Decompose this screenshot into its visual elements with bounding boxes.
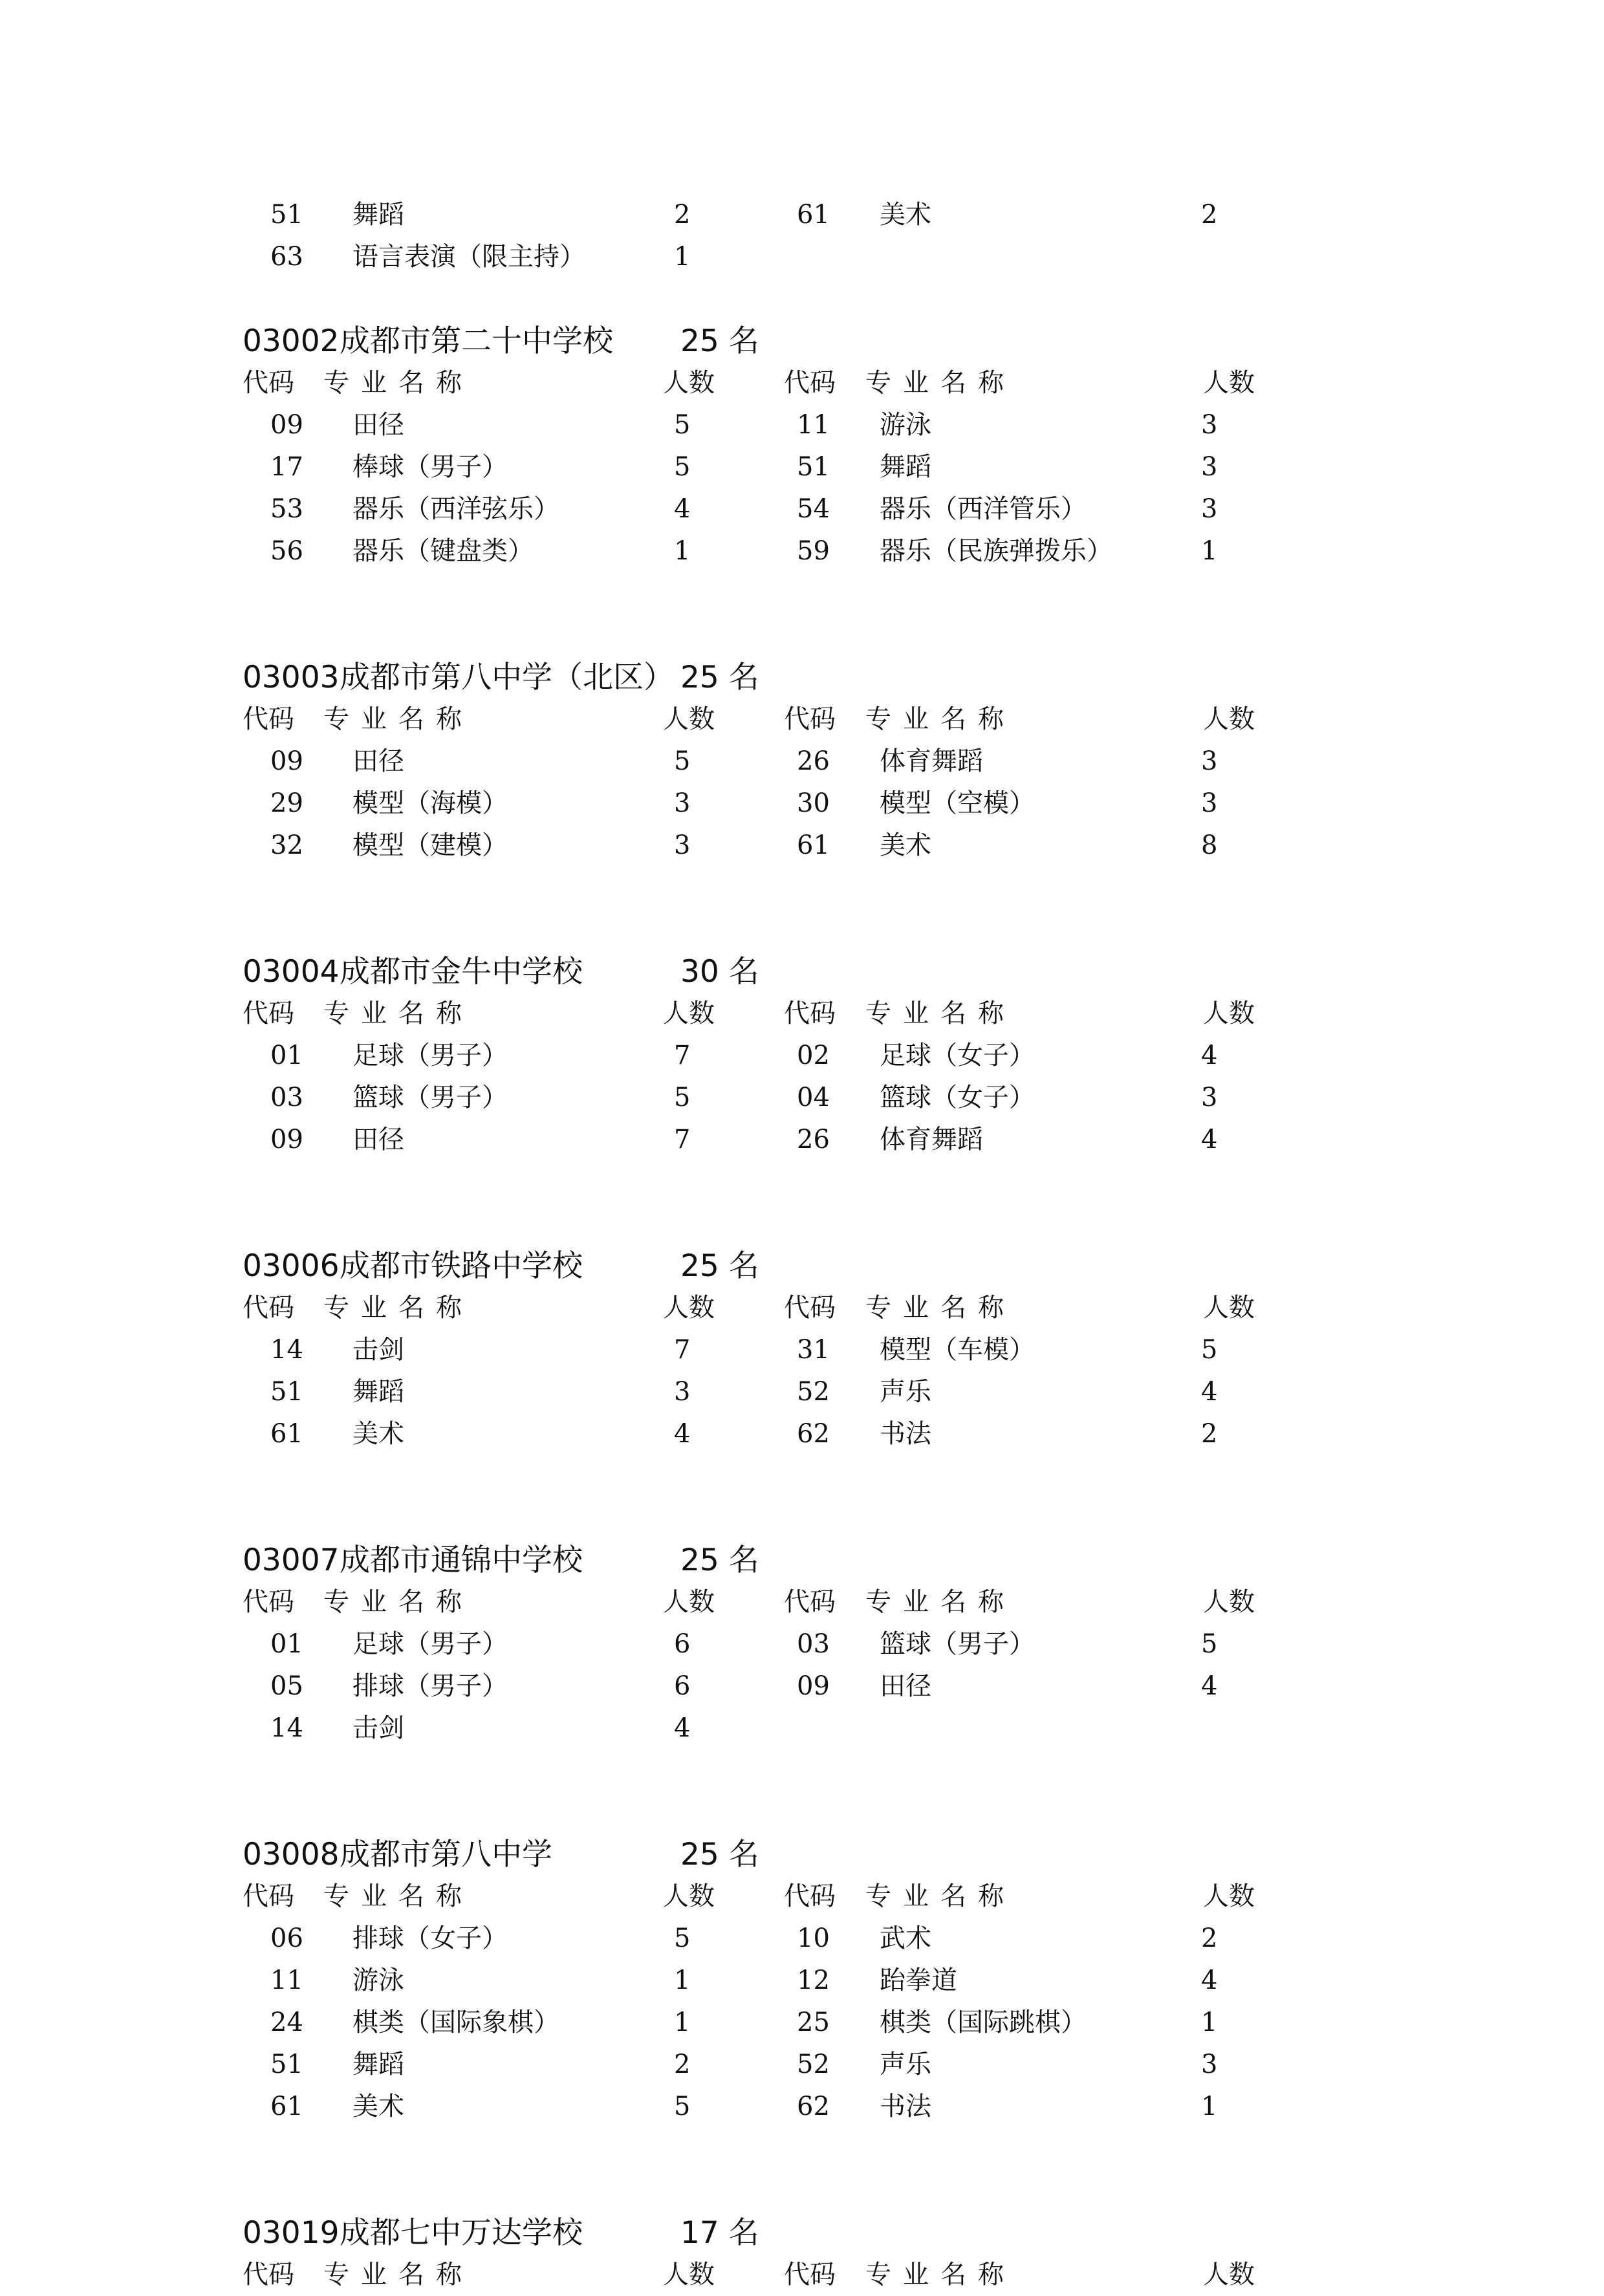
header-name: 专业名称 bbox=[865, 1881, 1015, 1911]
major-name: 舞蹈 bbox=[352, 200, 404, 230]
header-count: 人数 bbox=[663, 999, 715, 1028]
major-code: 03 bbox=[797, 1629, 830, 1659]
major-name: 击剑 bbox=[352, 1335, 404, 1365]
header-name: 专业名称 bbox=[865, 1293, 1015, 1323]
major-name: 美术 bbox=[880, 830, 931, 860]
major-count: 6 bbox=[674, 1629, 691, 1659]
header-name: 专业名称 bbox=[323, 2260, 473, 2290]
major-code: 54 bbox=[797, 494, 830, 524]
major-code: 14 bbox=[270, 1713, 303, 1743]
major-count: 4 bbox=[674, 494, 691, 524]
header-name: 专业名称 bbox=[865, 999, 1015, 1028]
major-code: 03 bbox=[270, 1083, 303, 1112]
major-name: 模型（空模） bbox=[880, 788, 1035, 818]
list-item bbox=[0, 2086, 1604, 2128]
header-code: 代码 bbox=[243, 704, 294, 734]
header-count: 人数 bbox=[663, 1587, 715, 1617]
major-name: 体育舞蹈 bbox=[880, 1125, 983, 1154]
major-count: 7 bbox=[674, 1125, 691, 1154]
major-code: 31 bbox=[797, 1335, 830, 1365]
header-count: 人数 bbox=[663, 2260, 715, 2290]
list-item bbox=[0, 1119, 1604, 1161]
header-name: 专业名称 bbox=[323, 704, 473, 734]
major-name: 游泳 bbox=[352, 1966, 404, 1995]
column-header-row bbox=[0, 362, 1604, 404]
list-item bbox=[0, 530, 1604, 572]
major-name: 器乐（民族弹拨乐） bbox=[880, 536, 1112, 566]
list-item bbox=[0, 236, 1604, 278]
major-count: 4 bbox=[674, 1713, 691, 1743]
major-count: 3 bbox=[1201, 494, 1218, 524]
school-quota: 17 名 bbox=[680, 2215, 759, 2251]
column-header-row bbox=[0, 1581, 1604, 1623]
column-header-row bbox=[0, 1287, 1604, 1329]
major-code: 11 bbox=[270, 1966, 303, 1995]
major-name: 舞蹈 bbox=[352, 2050, 404, 2079]
major-code: 26 bbox=[797, 1125, 830, 1154]
list-item bbox=[0, 783, 1604, 825]
major-code: 05 bbox=[270, 1671, 303, 1701]
header-name: 专业名称 bbox=[323, 1881, 473, 1911]
major-code: 61 bbox=[270, 2092, 303, 2121]
school-code: 03019 bbox=[243, 2215, 340, 2251]
major-count: 2 bbox=[674, 2050, 691, 2079]
school-code: 03006 bbox=[243, 1248, 340, 1284]
header-code: 代码 bbox=[784, 1293, 836, 1323]
major-code: 52 bbox=[797, 2050, 830, 2079]
major-count: 3 bbox=[1201, 788, 1218, 818]
header-name: 专业名称 bbox=[323, 999, 473, 1028]
list-item bbox=[0, 1371, 1604, 1413]
major-count: 2 bbox=[1201, 1419, 1218, 1449]
major-code: 51 bbox=[270, 200, 303, 230]
major-code: 59 bbox=[797, 536, 830, 566]
school-name: 成都市第八中学 bbox=[340, 1837, 552, 1872]
school-title bbox=[243, 656, 759, 699]
list-item bbox=[0, 194, 1604, 236]
school-name: 成都市铁路中学校 bbox=[340, 1248, 583, 1284]
header-name: 专业名称 bbox=[323, 368, 473, 398]
major-count: 5 bbox=[674, 410, 691, 440]
major-count: 3 bbox=[1201, 410, 1218, 440]
header-name: 专业名称 bbox=[323, 1587, 473, 1617]
major-name: 足球（男子） bbox=[352, 1629, 508, 1659]
major-name: 体育舞蹈 bbox=[880, 746, 983, 776]
school-name: 成都市金牛中学校 bbox=[340, 954, 583, 990]
school-title bbox=[243, 320, 759, 362]
header-count: 人数 bbox=[663, 704, 715, 734]
major-count: 3 bbox=[1201, 1083, 1218, 1112]
list-item bbox=[0, 1707, 1604, 1749]
major-count: 4 bbox=[674, 1419, 691, 1449]
major-code: 14 bbox=[270, 1335, 303, 1365]
header-code: 代码 bbox=[784, 368, 836, 398]
header-code: 代码 bbox=[243, 2260, 294, 2290]
school-code: 03004 bbox=[243, 954, 340, 990]
school-title bbox=[243, 2212, 759, 2254]
major-code: 61 bbox=[797, 830, 830, 860]
major-code: 04 bbox=[797, 1083, 830, 1112]
major-name: 跆拳道 bbox=[880, 1966, 957, 1995]
major-count: 1 bbox=[674, 536, 691, 566]
major-name: 排球（男子） bbox=[352, 1671, 508, 1701]
major-count: 4 bbox=[1201, 1966, 1218, 1995]
school-code: 03007 bbox=[243, 1543, 340, 1578]
major-name: 篮球（男子） bbox=[352, 1083, 508, 1112]
header-name: 专业名称 bbox=[865, 704, 1015, 734]
major-code: 62 bbox=[797, 1419, 830, 1449]
header-count: 人数 bbox=[1203, 1293, 1255, 1323]
major-name: 棋类（国际象棋） bbox=[352, 2008, 559, 2037]
header-code: 代码 bbox=[784, 2260, 836, 2290]
major-count: 5 bbox=[674, 746, 691, 776]
major-count: 5 bbox=[674, 452, 691, 482]
header-count: 人数 bbox=[1203, 1881, 1255, 1911]
list-item bbox=[0, 2044, 1604, 2086]
school-name: 成都市通锦中学校 bbox=[340, 1543, 583, 1578]
major-count: 5 bbox=[674, 1923, 691, 1953]
major-code: 51 bbox=[270, 1377, 303, 1407]
major-code: 61 bbox=[797, 200, 830, 230]
major-name: 棋类（国际跳棋） bbox=[880, 2008, 1087, 2037]
header-count: 人数 bbox=[1203, 1587, 1255, 1617]
major-count: 4 bbox=[1201, 1377, 1218, 1407]
major-name: 篮球（女子） bbox=[880, 1083, 1035, 1112]
major-name: 舞蹈 bbox=[880, 452, 931, 482]
school-quota: 25 名 bbox=[680, 660, 759, 695]
major-name: 声乐 bbox=[880, 2050, 931, 2079]
major-name: 语言表演（限主持） bbox=[352, 242, 585, 272]
major-code: 09 bbox=[270, 746, 303, 776]
major-count: 1 bbox=[1201, 2008, 1218, 2037]
major-count: 3 bbox=[1201, 746, 1218, 776]
major-name: 排球（女子） bbox=[352, 1923, 508, 1953]
major-name: 田径 bbox=[352, 746, 404, 776]
major-code: 09 bbox=[270, 410, 303, 440]
header-count: 人数 bbox=[663, 1293, 715, 1323]
header-name: 专业名称 bbox=[865, 2260, 1015, 2290]
major-code: 11 bbox=[797, 410, 830, 440]
school-code: 03003 bbox=[243, 660, 340, 695]
major-code: 01 bbox=[270, 1629, 303, 1659]
school-quota: 25 名 bbox=[680, 1543, 759, 1578]
major-count: 1 bbox=[674, 242, 691, 272]
major-count: 6 bbox=[674, 1671, 691, 1701]
school-name: 成都市第二十中学校 bbox=[340, 323, 613, 359]
major-code: 02 bbox=[797, 1041, 830, 1070]
major-code: 24 bbox=[270, 2008, 303, 2037]
major-code: 56 bbox=[270, 536, 303, 566]
school-title bbox=[243, 951, 759, 993]
school-quota: 30 名 bbox=[680, 954, 759, 990]
header-code: 代码 bbox=[243, 1587, 294, 1617]
major-name: 书法 bbox=[880, 2092, 931, 2121]
list-item bbox=[0, 1918, 1604, 1960]
school-title bbox=[243, 1245, 759, 1287]
list-item bbox=[0, 1665, 1604, 1707]
major-name: 田径 bbox=[880, 1671, 931, 1701]
major-count: 5 bbox=[1201, 1335, 1218, 1365]
major-count: 5 bbox=[674, 2092, 691, 2121]
major-count: 3 bbox=[674, 788, 691, 818]
major-name: 击剑 bbox=[352, 1713, 404, 1743]
column-header-row bbox=[0, 699, 1604, 741]
column-header-row bbox=[0, 1876, 1604, 1918]
major-code: 25 bbox=[797, 2008, 830, 2037]
major-count: 2 bbox=[1201, 1923, 1218, 1953]
major-code: 62 bbox=[797, 2092, 830, 2121]
school-name: 成都七中万达学校 bbox=[340, 2215, 583, 2251]
header-code: 代码 bbox=[243, 1881, 294, 1911]
list-item bbox=[0, 2002, 1604, 2044]
major-count: 3 bbox=[674, 1377, 691, 1407]
major-count: 5 bbox=[1201, 1629, 1218, 1659]
school-title bbox=[243, 1834, 759, 1876]
major-name: 模型（建模） bbox=[352, 830, 508, 860]
school-quota: 25 名 bbox=[680, 1837, 759, 1872]
major-code: 32 bbox=[270, 830, 303, 860]
major-code: 51 bbox=[797, 452, 830, 482]
school-quota: 25 名 bbox=[680, 1248, 759, 1284]
column-header-row bbox=[0, 993, 1604, 1035]
major-name: 篮球（男子） bbox=[880, 1629, 1035, 1659]
major-code: 09 bbox=[270, 1125, 303, 1154]
major-count: 4 bbox=[1201, 1125, 1218, 1154]
major-count: 3 bbox=[674, 830, 691, 860]
major-name: 足球（男子） bbox=[352, 1041, 508, 1070]
list-item bbox=[0, 1960, 1604, 2002]
school-quota: 25 名 bbox=[680, 323, 759, 359]
major-name: 田径 bbox=[352, 410, 404, 440]
major-code: 30 bbox=[797, 788, 830, 818]
major-count: 4 bbox=[1201, 1671, 1218, 1701]
major-count: 4 bbox=[1201, 1041, 1218, 1070]
major-name: 武术 bbox=[880, 1923, 931, 1953]
major-code: 01 bbox=[270, 1041, 303, 1070]
header-name: 专业名称 bbox=[323, 1293, 473, 1323]
major-name: 美术 bbox=[352, 2092, 404, 2121]
list-item bbox=[0, 488, 1604, 530]
header-code: 代码 bbox=[784, 1881, 836, 1911]
header-code: 代码 bbox=[784, 704, 836, 734]
major-count: 7 bbox=[674, 1335, 691, 1365]
list-item bbox=[0, 1077, 1604, 1119]
header-count: 人数 bbox=[1203, 704, 1255, 734]
major-code: 12 bbox=[797, 1966, 830, 1995]
header-code: 代码 bbox=[784, 1587, 836, 1617]
major-name: 田径 bbox=[352, 1125, 404, 1154]
major-code: 51 bbox=[270, 2050, 303, 2079]
header-code: 代码 bbox=[243, 368, 294, 398]
school-name: 成都市第八中学（北区） bbox=[340, 660, 674, 695]
major-count: 8 bbox=[1201, 830, 1218, 860]
major-name: 游泳 bbox=[880, 410, 931, 440]
major-code: 52 bbox=[797, 1377, 830, 1407]
list-item bbox=[0, 741, 1604, 783]
list-item bbox=[0, 825, 1604, 867]
major-name: 声乐 bbox=[880, 1377, 931, 1407]
header-code: 代码 bbox=[243, 999, 294, 1028]
major-name: 模型（车模） bbox=[880, 1335, 1035, 1365]
list-item bbox=[0, 1329, 1604, 1371]
major-code: 17 bbox=[270, 452, 303, 482]
major-code: 06 bbox=[270, 1923, 303, 1953]
header-count: 人数 bbox=[663, 1881, 715, 1911]
header-count: 人数 bbox=[1203, 999, 1255, 1028]
major-name: 器乐（键盘类） bbox=[352, 536, 534, 566]
major-count: 1 bbox=[1201, 2092, 1218, 2121]
school-code: 03008 bbox=[243, 1837, 340, 1872]
major-code: 61 bbox=[270, 1419, 303, 1449]
major-count: 5 bbox=[674, 1083, 691, 1112]
header-code: 代码 bbox=[784, 999, 836, 1028]
major-code: 26 bbox=[797, 746, 830, 776]
school-code: 03002 bbox=[243, 323, 340, 359]
list-item bbox=[0, 404, 1604, 446]
major-code: 29 bbox=[270, 788, 303, 818]
major-count: 1 bbox=[674, 2008, 691, 2037]
major-code: 10 bbox=[797, 1923, 830, 1953]
major-name: 足球（女子） bbox=[880, 1041, 1035, 1070]
header-name: 专业名称 bbox=[865, 368, 1015, 398]
major-count: 1 bbox=[1201, 536, 1218, 566]
header-count: 人数 bbox=[663, 368, 715, 398]
major-code: 53 bbox=[270, 494, 303, 524]
column-header-row bbox=[0, 2254, 1604, 2296]
major-count: 3 bbox=[1201, 2050, 1218, 2079]
major-count: 2 bbox=[674, 200, 691, 230]
major-count: 1 bbox=[674, 1966, 691, 1995]
major-code: 09 bbox=[797, 1671, 830, 1701]
major-count: 2 bbox=[1201, 200, 1218, 230]
header-code: 代码 bbox=[243, 1293, 294, 1323]
major-name: 美术 bbox=[880, 200, 931, 230]
major-count: 7 bbox=[674, 1041, 691, 1070]
header-count: 人数 bbox=[1203, 2260, 1255, 2290]
list-item bbox=[0, 1623, 1604, 1665]
major-name: 模型（海模） bbox=[352, 788, 508, 818]
major-name: 器乐（西洋弦乐） bbox=[352, 494, 559, 524]
header-name: 专业名称 bbox=[865, 1587, 1015, 1617]
major-name: 美术 bbox=[352, 1419, 404, 1449]
school-title bbox=[243, 1539, 759, 1581]
header-count: 人数 bbox=[1203, 368, 1255, 398]
major-name: 棒球（男子） bbox=[352, 452, 508, 482]
list-item bbox=[0, 1413, 1604, 1455]
major-count: 3 bbox=[1201, 452, 1218, 482]
list-item bbox=[0, 1035, 1604, 1077]
list-item bbox=[0, 446, 1604, 488]
major-name: 舞蹈 bbox=[352, 1377, 404, 1407]
major-name: 器乐（西洋管乐） bbox=[880, 494, 1087, 524]
major-code: 63 bbox=[270, 242, 303, 272]
major-name: 书法 bbox=[880, 1419, 931, 1449]
